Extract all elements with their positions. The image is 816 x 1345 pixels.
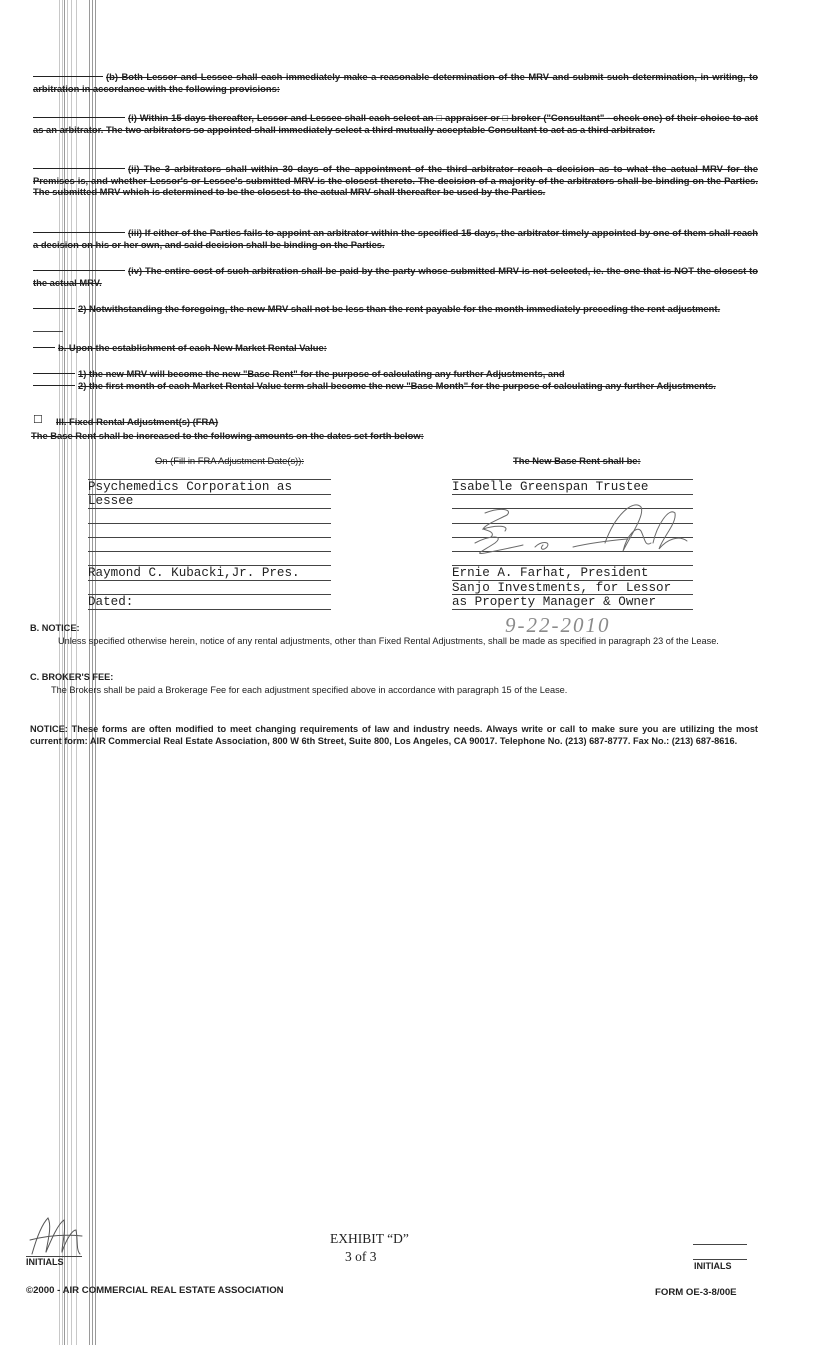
section-b-heading (33, 342, 758, 354)
handwritten-date: 9-22-2010 (505, 613, 611, 637)
section-text: (i) Within 15 days thereafter, Lessor and Lessee shall each select an □ appraiser or □ broker ("Consultant" - check one) of their choice to act as an arbitrator. The two arbitrators so appointed shall immediately select a third mutually acceptable Consultant to act as a third arbitrator. (33, 112, 758, 135)
blank-line (33, 232, 125, 233)
form-number: FORM OE-3-8/00E (655, 1287, 737, 1298)
blank-line (33, 168, 125, 169)
lessor-company: Sanjo Investments, for Lessor (452, 581, 672, 595)
blank-line (33, 331, 63, 332)
section-iii (33, 227, 758, 250)
brokers-fee-text: The Brokers shall be paid a Brokerage Fee for each adjustment specified above in accordance with paragraph 15 of the Lease. (51, 685, 568, 695)
rule (88, 551, 331, 552)
section-text: 2) Notwithstanding the foregoing, the new MRV shall not be less than the rent payable for the month immediately preceding the rent adjustment. (78, 303, 721, 314)
blank-line (33, 385, 75, 386)
copyright: ©2000 - AIR COMMERCIAL REAL ESTATE ASSOCIATION (26, 1285, 284, 1296)
section-2 (33, 303, 758, 315)
lessee-company: Psychemedics Corporation as (88, 480, 293, 494)
section-text: (iii) If either of the Parties fails to appoint an arbitrator within the specified 15 days, the arbitrator timely appointed by one of them shall reach a decision on his or her own, and said decision shall be binding on the Parties. (33, 227, 758, 250)
fra-column-right: The New Base Rent shall be: (513, 455, 641, 466)
notice-footer-text: These forms are often modified to meet changing requirements of law and industry needs. Always write or call to make sure you are utilizing the most current form: AIR Commercial Real Estate Association, 800 W 6th Street, Suite 800, Los Angeles, CA 90017. Telephone No. (213) 687-8777. Fax No.: (213) 687-8616. (30, 724, 758, 746)
blank-line (33, 347, 55, 348)
section-iv (33, 265, 758, 288)
section-text: (iv) The entire cost of such arbitration shall be paid by the party whose submitted MRV is not selected, ie. the one that is NOT the closest to the actual MRV. (33, 265, 758, 288)
fra-subtitle: The Base Rent shall be increased to the following amounts on the dates set forth below: (31, 430, 424, 441)
rule (88, 537, 331, 538)
rule (88, 580, 331, 581)
initials-left-label: INITIALS (26, 1257, 64, 1267)
section-b2 (33, 380, 758, 392)
blank-line (33, 308, 75, 309)
section-text: 1) the new MRV will become the new "Base Rent" for the purpose of calculating any further Adjustments, and (78, 368, 565, 379)
blank-line (33, 373, 75, 374)
section-text: (ii) The 3 arbitrators shall within 30 days of the appointment of the third arbitrator reach a decision as to what the actual MRV for the Premises is, and whether Lessor's or Lessee's submitted MRV is the closest thereto. The decision of a majority of the arbitrators shall be binding on the Parties. The submitted MRV which is determined to be the closest to the actual MRV shall thereafter be used by the Parties. (33, 163, 758, 197)
blank-line (33, 270, 125, 271)
lessor-signature-image (455, 495, 695, 575)
rule (693, 1259, 747, 1260)
blank-line (33, 117, 125, 118)
lessee-signer-name: Raymond C. Kubacki,Jr. Pres. (88, 566, 300, 580)
notice-footer-label: NOTICE: (30, 724, 68, 734)
lessor-role: as Property Manager & Owner (452, 595, 657, 609)
section-text: b. Upon the establishment of each New Market Rental Value: (58, 342, 327, 353)
page-number: 3 of 3 (345, 1249, 377, 1264)
lessee-dated: Dated: (88, 595, 134, 609)
exhibit-label: EXHIBIT “D” (330, 1231, 409, 1246)
rule (88, 609, 331, 610)
notice-b-text: Unless specified otherwise herein, notice of any rental adjustments, other than Fixed Rental Adjustments, shall be made as specified in paragraph 23 of the Lease. (58, 636, 719, 646)
lessor-trustee: Isabelle Greenspan Trustee (452, 480, 649, 494)
rule (452, 609, 693, 610)
fra-column-left: On (Fill in FRA Adjustment Date(s)): (155, 455, 304, 466)
lessee-label: Lessee (88, 494, 134, 508)
section-ii (33, 163, 758, 198)
section-i (33, 112, 758, 135)
brokers-fee-label: C. BROKER'S FEE: (30, 672, 114, 682)
section-b-intro (33, 71, 758, 94)
fra-checkbox[interactable]: ☐ (33, 414, 43, 426)
blank-line (33, 76, 103, 77)
section-text: (b) Both Lessor and Lessee shall each immediately make a reasonable determination of the MRV and submit such determination, in writing, to arbitration in accordance with the following provisions: (33, 71, 758, 94)
fra-title: III. Fixed Rental Adjustment(s) (FRA) (56, 416, 219, 427)
rule (693, 1244, 747, 1245)
notice-footer (30, 724, 758, 747)
rule (88, 508, 331, 509)
lessor-signer-name: Ernie A. Farhat, President (452, 566, 649, 580)
section-text: 2) the first month of each Market Rental Value term shall become the new "Base Month" for the purpose of calculating any further Adjustments. (78, 380, 716, 391)
section-b1 (33, 368, 758, 380)
notice-b-label: B. NOTICE: (30, 623, 80, 633)
initials-signature-image (26, 1210, 86, 1258)
initials-right-label: INITIALS (694, 1261, 732, 1271)
rule (88, 523, 331, 524)
